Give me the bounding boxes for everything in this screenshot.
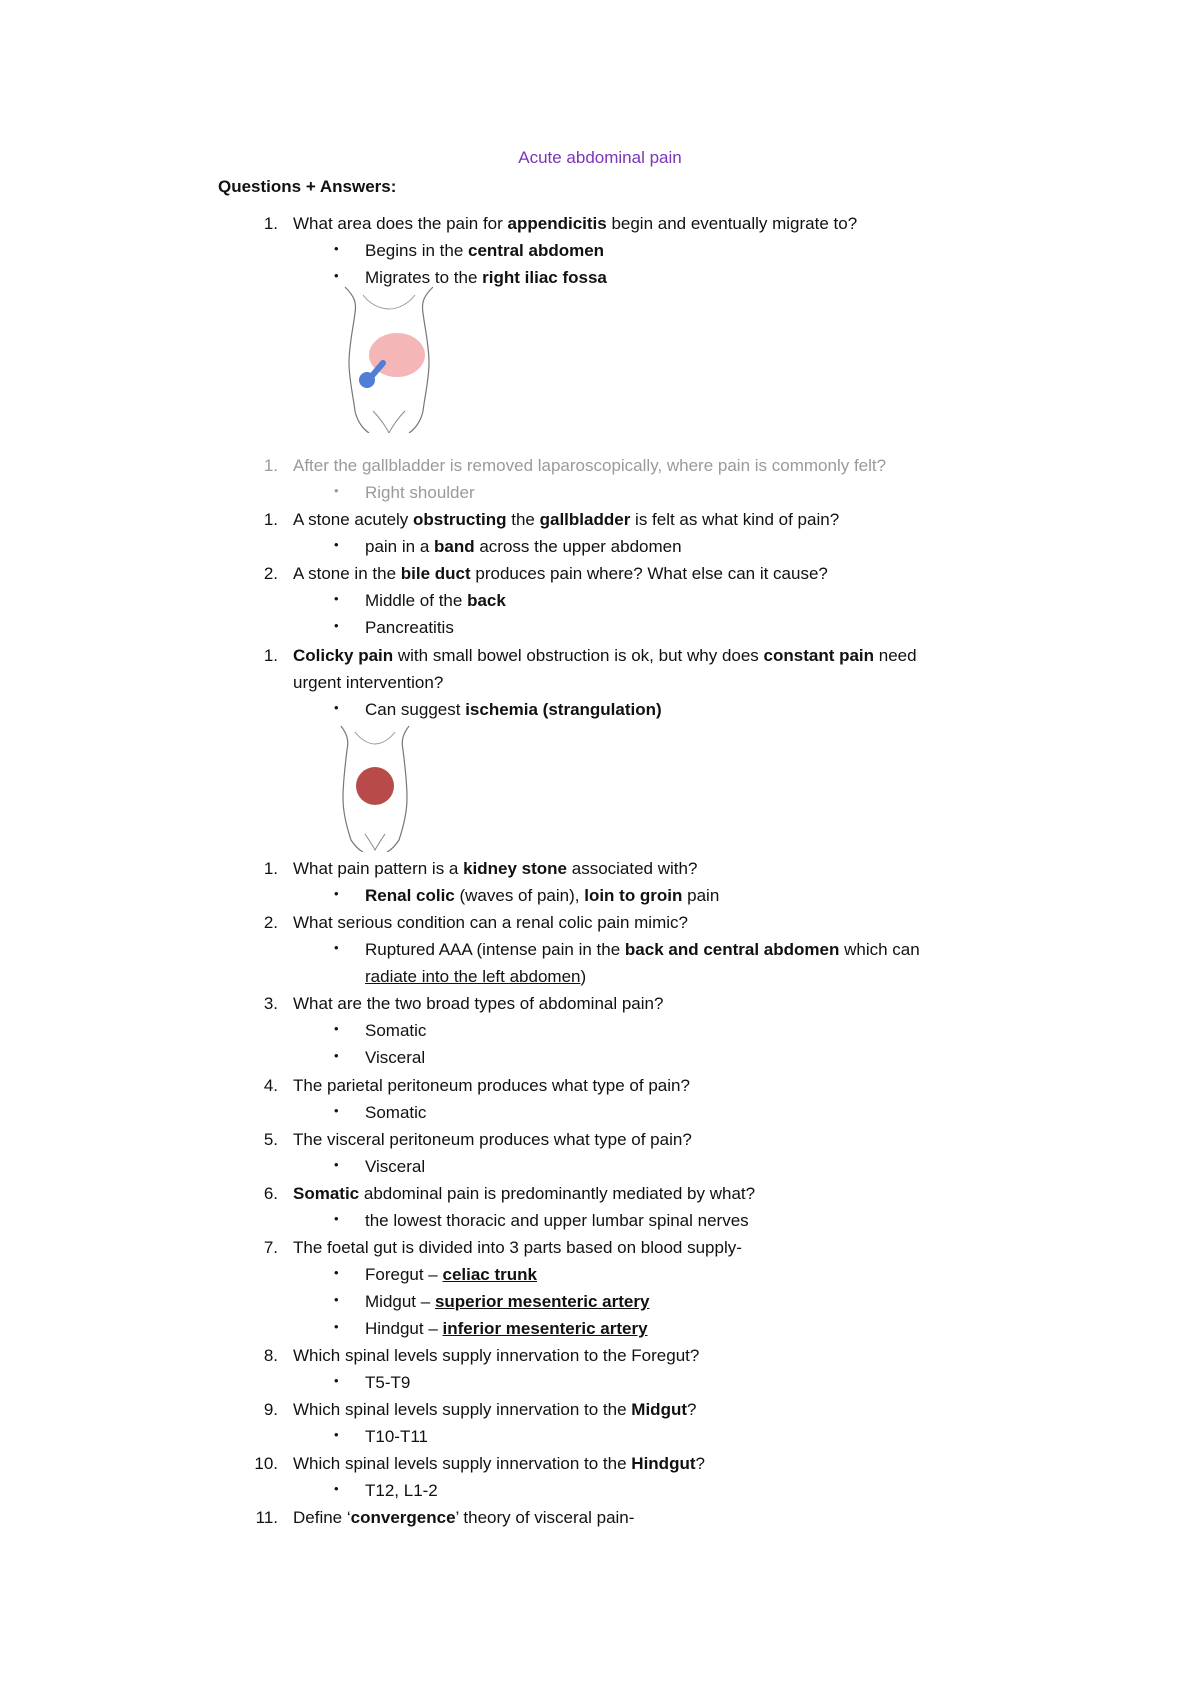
text-segment: constant pain [763, 646, 875, 665]
text-segment: Foregut – [365, 1265, 443, 1284]
text-segment: loin to groin [584, 886, 683, 905]
text-segment: Begins in the [365, 241, 469, 260]
question-number: 2. [263, 913, 278, 932]
bullet-icon: • [334, 1157, 339, 1172]
text-segment: associated with? [567, 859, 698, 878]
text-segment: The parietal peritoneum produces what type of pain? [293, 1076, 690, 1095]
text-segment: ? [687, 1400, 697, 1419]
bullet-icon: • [334, 1481, 339, 1496]
text-segment: ? [695, 1454, 705, 1473]
question-text [293, 1237, 742, 1259]
answer-text [365, 1020, 426, 1042]
question-number: 3. [263, 994, 278, 1013]
text-segment: abdominal pain is predominantly mediated by what? [359, 1184, 756, 1203]
bullet-icon: • [334, 886, 339, 901]
answer-text [365, 482, 475, 504]
question-number: 1. [263, 859, 278, 878]
question-text [293, 1129, 692, 1151]
text-segment: the [506, 510, 540, 529]
text-segment: Middle of the [365, 591, 468, 610]
text-segment: central abdomen [468, 241, 605, 260]
question-number: 10. [254, 1454, 278, 1473]
answer-text [365, 617, 454, 639]
text-segment: What pain pattern is a [293, 859, 464, 878]
text-segment: Visceral [365, 1157, 426, 1176]
question-text [293, 993, 663, 1015]
text-segment: is felt as what kind of pain? [630, 510, 840, 529]
text-segment: Hindgut – [365, 1319, 443, 1338]
bullet-icon: • [334, 618, 339, 633]
question-number: 6. [263, 1184, 278, 1203]
text-segment: right iliac fossa [482, 268, 607, 287]
answer-text [365, 1210, 749, 1232]
question-number: 5. [263, 1130, 278, 1149]
text-segment: obstructing [413, 510, 507, 529]
bullet-icon: • [334, 1292, 339, 1307]
answer-text-continued [365, 966, 586, 988]
question-text [293, 1183, 755, 1205]
text-segment: Which spinal levels supply innervation to the [293, 1400, 632, 1419]
question-text-continued [293, 672, 443, 694]
bullet-icon: • [334, 1211, 339, 1226]
bullet-icon: • [334, 241, 339, 256]
text-segment: Which spinal levels supply innervation to the [293, 1454, 632, 1473]
bullet-icon: • [334, 1427, 339, 1442]
bullet-icon: • [334, 1048, 339, 1063]
bullet-icon: • [334, 1103, 339, 1118]
text-segment: which can [839, 940, 920, 959]
answer-text [365, 1372, 410, 1394]
text-segment: begin and eventually migrate to? [606, 214, 858, 233]
text-segment: T10-T11 [365, 1427, 428, 1446]
answer-text [365, 240, 604, 262]
text-segment: T12, L1-2 [365, 1481, 438, 1500]
question-number: 1. [263, 214, 278, 233]
text-segment: Colicky pain [293, 646, 394, 665]
text-segment: produces pain where? What else can it cause? [470, 564, 828, 583]
question-text [293, 455, 886, 477]
question-number: 8. [263, 1346, 278, 1365]
text-segment: Pancreatitis [365, 618, 454, 637]
bullet-icon: • [334, 1021, 339, 1036]
text-segment: band [434, 537, 475, 556]
text-segment: What serious condition can a renal colic pain mimic? [293, 913, 688, 932]
question-text [293, 509, 839, 531]
text-segment: bile duct [400, 564, 471, 583]
question-text [293, 1507, 634, 1529]
answer-text [365, 590, 506, 612]
central-abdomen-pain-area [356, 767, 394, 805]
question-text [293, 213, 857, 235]
question-number: 9. [263, 1400, 278, 1419]
answer-text [365, 699, 662, 721]
question-number: 11. [255, 1508, 278, 1527]
text-segment: After the gallbladder is removed laparoscopically, where pain is commonly felt? [293, 456, 887, 475]
text-segment: The foetal gut is divided into 3 parts based on blood supply- [293, 1238, 742, 1257]
text-segment: back [467, 591, 506, 610]
text-segment: convergence [350, 1508, 456, 1527]
answer-text [365, 1318, 648, 1340]
text-segment: kidney stone [463, 859, 568, 878]
right-iliac-fossa-pain-area [359, 372, 375, 388]
text-segment: ischemia (strangulation) [465, 700, 662, 719]
text-segment: Define ‘ [293, 1508, 351, 1527]
text-segment: Visceral [365, 1048, 426, 1067]
text-segment: pain in a [365, 537, 434, 556]
answer-text [365, 1480, 438, 1502]
text-segment: the lowest thoracic and upper lumbar spinal nerves [365, 1211, 749, 1230]
text-segment: radiate into the left abdomen [365, 967, 581, 986]
answer-text [365, 1156, 425, 1178]
bullet-icon: • [334, 1319, 339, 1334]
text-segment: Somatic [293, 1184, 360, 1203]
text-segment: Ruptured AAA (intense pain in the [365, 940, 625, 959]
answer-text [365, 939, 920, 961]
answer-text [365, 885, 719, 907]
question-number: 1. [263, 510, 278, 529]
answer-text [365, 1426, 428, 1448]
text-segment: Somatic [365, 1021, 427, 1040]
document-title: Acute abdominal pain [518, 148, 682, 167]
question-number: 2. [263, 564, 278, 583]
question-text [293, 645, 917, 667]
text-segment: A stone acutely [293, 510, 414, 529]
text-segment: Midgut – [365, 1292, 435, 1311]
text-segment: ’ theory of visceral pain- [455, 1508, 635, 1527]
question-text [293, 1399, 696, 1421]
text-segment: (waves of pain), [454, 886, 585, 905]
bullet-icon: • [334, 940, 339, 955]
text-segment: superior mesenteric artery [434, 1292, 650, 1311]
text-segment: Hindgut [631, 1454, 696, 1473]
bullet-icon: • [334, 1265, 339, 1280]
bullet-icon: • [334, 268, 339, 283]
text-segment: with small bowel obstruction is ok, but why does [393, 646, 764, 665]
text-segment: Midgut [631, 1400, 687, 1419]
text-segment: across the upper abdomen [474, 537, 682, 556]
answer-text [365, 1102, 426, 1124]
appendicitis-torso-figure [335, 283, 445, 433]
central-pain-torso-figure [335, 722, 415, 852]
question-text [293, 563, 828, 585]
question-text [293, 1345, 699, 1367]
text-segment: need [874, 646, 917, 665]
text-segment: A stone in the [293, 564, 401, 583]
bullet-icon: • [334, 591, 339, 606]
question-number: 4. [263, 1076, 278, 1095]
answer-text [365, 536, 682, 558]
text-segment: What are the two broad types of abdominal pain? [293, 994, 664, 1013]
question-text [293, 858, 697, 880]
question-number: 1. [263, 456, 278, 475]
answer-text [365, 1291, 649, 1313]
text-segment: ) [580, 967, 587, 986]
text-segment: Can suggest [365, 700, 466, 719]
text-segment: What area does the pain for [293, 214, 508, 233]
text-segment: back and central abdomen [624, 940, 840, 959]
text-segment: The visceral peritoneum produces what type of pain? [293, 1130, 692, 1149]
bullet-icon: • [334, 483, 339, 498]
text-segment: Migrates to the [365, 268, 483, 287]
text-segment: urgent intervention? [293, 673, 444, 692]
text-segment: Which spinal levels supply innervation to the Foregut? [293, 1346, 700, 1365]
bullet-icon: • [334, 700, 339, 715]
question-text [293, 1453, 705, 1475]
text-segment: appendicitis [507, 214, 607, 233]
question-number: 1. [263, 646, 278, 665]
question-text [293, 1075, 690, 1097]
text-segment: celiac trunk [442, 1265, 537, 1284]
text-segment: Renal colic [365, 886, 455, 905]
text-segment: Somatic [365, 1103, 427, 1122]
answer-text [365, 1047, 425, 1069]
question-number: 7. [263, 1238, 278, 1257]
section-heading: Questions + Answers: [218, 177, 397, 196]
bullet-icon: • [334, 537, 339, 552]
text-segment: Right shoulder [365, 483, 475, 502]
text-segment: T5-T9 [365, 1373, 411, 1392]
text-segment: pain [682, 886, 720, 905]
question-text [293, 912, 688, 934]
answer-text [365, 1264, 537, 1286]
text-segment: inferior mesenteric artery [442, 1319, 648, 1338]
bullet-icon: • [334, 1373, 339, 1388]
text-segment: gallbladder [539, 510, 631, 529]
